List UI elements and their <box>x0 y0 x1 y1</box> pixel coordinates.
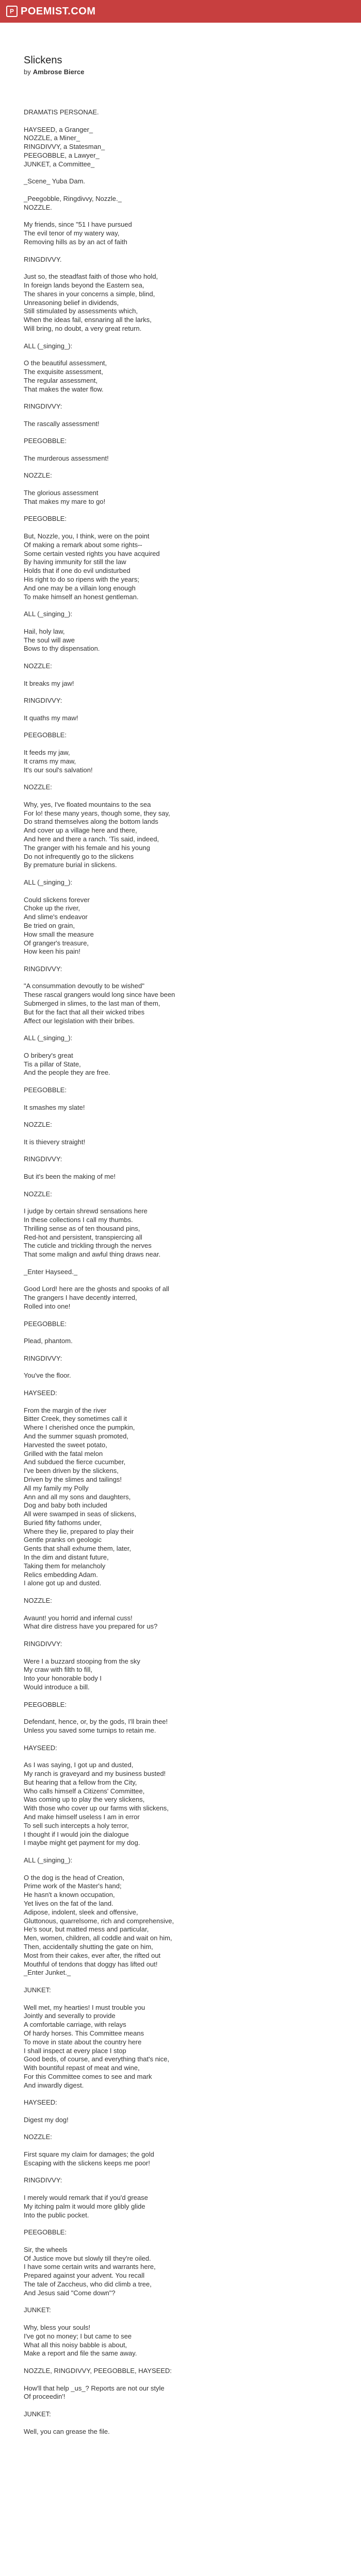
logo-text: POEMIST.COM <box>21 5 96 17</box>
poem-title: Slickens <box>24 55 62 66</box>
poem-heading <box>24 54 333 77</box>
author-link[interactable]: Ambrose Bierce <box>32 68 85 76</box>
by-label: by <box>24 68 31 76</box>
poem-author-line <box>24 67 333 77</box>
poem-body: DRAMATIS PERSONAE. HAYSEED, a Granger_ NOZZLE, a Miner_ RINGDIVVY, a Statesman_ PEEGOBBLE, a Lawyer_ JUNKET, a Committee_ _Scene_ Yuba Dam. _Peegobble, Ringdivvy, Nozzle._ NOZZLE. My friends, since "51 I have pursued The evil tenor of my watery way, Removing hills as by an act of faith RINGDIVVY. Just so, the steadfast faith of those who hold, In foreign lands beyond the Eastern sea, The shares in your concerns a simple, blind, Unreasoning belief in dividends, Still stimulated by assessments which, When the ideas fail, ensnaring all the larks, Will bring, no doubt, a very great return. ALL (_singing_): O the beautiful assessment, The exquisite assessment, The regular assessment, That makes the water flow. RINGDIVVY: The rascally assessment! PEEGOBBLE: The murderous assessment! NOZZLE: The glorious assessment That makes my mare to go! PEEGOBBLE: But, Nozzle, you, I think, were on the point Of making a remark about some rights-- Some certain vested rights you have acquired By having immunity for still the law Holds that if one do evil undisturbed His right to do so ripens with the years; And one may be a villain long enough To make himself an honest gentleman. ALL (_singing_): Hail, holy law, The soul will awe Bows to thy dispensation. NOZZLE: It breaks my jaw! RINGDIVVY: It quaths my maw! PEEGOBBLE: It feeds my jaw, It crams my maw, It's our soul's salvation! NOZZLE: Why, yes, I've floated mountains to the sea For lo! these many years, though some, they say, Do strand themselves along the bottom lands And cover up a village here and there, And here and there a ranch. 'Tis said, indeed, The granger with his female and his young Do not infrequently go to the slickens By premature burial in slickens. ALL (_singing_): Could slickens forever Choke up the river, And slime's endeavor Be tried on grain, How small the measure Of granger's treasure, How keen his pain! RINGDIVVY: "A consummation devoutly to be wished" These rascal grangers would long since have been Submerged in slimes, to the last man of them, But for the fact that all their wicked tribes Affect our legislation with their bribes. ALL (_singing_): O bribery's great Tis a pillar of State, And the people they are free. PEEGOBBLE: It smashes my slate! NOZZLE: It is thievery straight! RINGDIVVY: But it's been the making of me! NOZZLE: I judge by certain shrewd sensations here In these collections I call my thumbs. Thrilling sense as of ten thousand pins, Red-hot and persistent, transpiercing all The cuticle and trickling through the nerves That some malign and awful thing draws near. _Enter Hayseed._ Good Lord! here are the ghosts and spooks of all The grangers I have decently interred, Rolled into one! PEEGOBBLE: Plead, phantom. RINGDIVVY: You've the floor. HAYSEED: From the margin of the river Bitter Creek, they sometimes call it Where I cherished once the pumpkin, And the summer squash promoted, Harvested the sweet potato, Grilled with the fatal melon And subdued the fierce cucumber, I've been driven by the slickens, Driven by the slimes and tailings! All my family my Polly Ann and all my sons and daughters, Dog and baby both included All were swamped in seas of slickens, Buried fifty fathoms under, Where they lie, prepared to play their Gentle pranks on geologic Gents that shall exhume them, later, In the dim and distant future, Taking them for melancholy Relics embedding Adam. I alone got up and dusted. NOZZLE: Avaunt! you horrid and infernal cuss! What dire distress have you prepared for us? RINGDIVVY: Were I a buzzard stooping from the sky My craw with filth to fill, Into your honorable body I Would introduce a bill. PEEGOBBLE: Defendant, hence, or, by the gods, I'll brain thee! Unless you saved some turnips to retain me. HAYSEED: As I was saying, I got up and dusted, My ranch is graveyard and my business busted! But hearing that a fellow from the City, Who calls himself a Citizens' Committee, Was coming up to play the very slickens, With those who cover up our farms with slickens, And make himself useless I am in error To sell such intercepts a holy terror, I thought if I would join the dialogue I maybe might get payment for my dog. ALL (_singing_): O the dog is the head of Creation, Prime work of the Master's hand; He hasn't a known occupation, Yet lives on the fat of the land. Adipose, indolent, sleek and offensive, Gluttonous, quarrelsome, rich and comprehensive, He's sour, but matted mess and particular, Men, women, children, all coddle and wait on him, Then, accidentally shutting the gate on him, Most from their cakes, ever after, the rifted out Mouthful of tendons that doggy has lifted out! _Enter Junket._ JUNKET: Well met, my hearties! I must trouble you Jointly and severally to provide A comfortable carriage, with relays Of hardy horses. This Committee means To move in state about the country here I shall inspect at every place I stop Good beds, of course, and everything that's nice, With bountiful repast of meat and wine, For this Committee comes to see and mark And inwardly digest. HAYSEED: Digest my dog! NOZZLE: First square my claim for damages; the gold Escaping with the slickens keeps me poor! RINGDIVVY: I merely would remark that if you'd grease My itching palm it would more glibly glide Into the public pocket. PEEGOBBLE: Sir, the wheels Of Justice move but slowly till they're oiled. I have some certain writs and warrants here, Prepared against your advent. You recall The tale of Zaccheus, who did climb a tree, And Jesus said "Come down"? JUNKET: Why, bless your souls! I've got no money; I but came to see What all this noisy babble is about, Make a report and file the same away. NOZZLE, RINGDIVVY, PEEGOBBLE, HAYSEED: How'll that help _us_? Reports are not our style Of proceedin'! JUNKET: Well, you can grease the file. <box>24 108 175 2435</box>
site-header <box>0 0 361 23</box>
logo-icon: P <box>6 6 18 17</box>
site-logo[interactable] <box>6 5 96 18</box>
